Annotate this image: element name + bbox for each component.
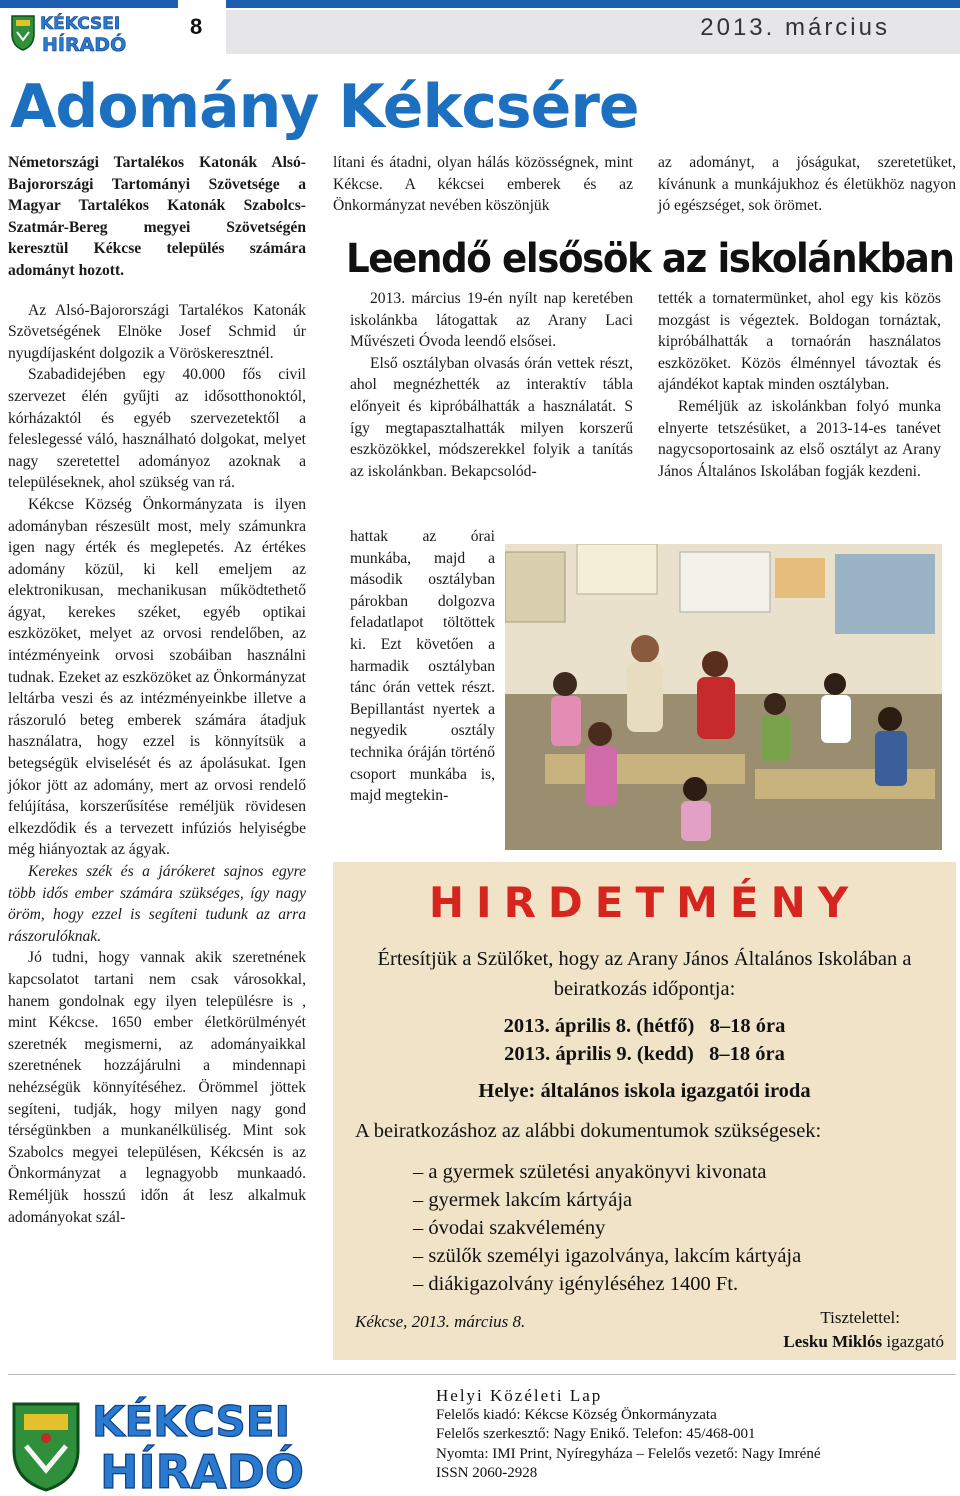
imprint-line: ISSN 2060-2928	[436, 1465, 538, 1481]
logo-word-2: HÍRADÓ	[42, 34, 127, 54]
notice-intro: Értesítjük a Szülőket, hogy az Arany János Általános Iskolában a beiratkozás időpontja:	[377, 948, 912, 1000]
imprint-title: Helyi Közéleti Lap	[436, 1386, 603, 1405]
list-item: – szülők személyi igazolványa, lakcím kártyája	[413, 1245, 802, 1267]
article-school-headline: Leendő elsősök az iskolánkban	[346, 236, 954, 282]
article-donation-column-1	[8, 152, 306, 1228]
footer-divider	[8, 1374, 956, 1375]
article-donation-continuation-col2	[333, 152, 633, 217]
article-paragraph: Jó tudni, hogy vannak akik szeretnének kapcsolatot tartani nem csak városokkal, hanem gondolnak egy ilyen településre is , mint Kékcse. 1650 ember életkörülményét szeretnék megismerni, az adományaikkal szeretnének hozzájárulni a mindennapi nehézségük könnyítéséhez. Örömmel jöttek segíteni, tudják, hogy milyen nagy gond térségünkben a munkanélküliség. Mint sok Szabolcs megyei településen, Kékcsén is az Önkormányzat a legnagyobb munkaadó. Reméljük hosszú időn át lesz alkalmuk adományokat szál-	[8, 949, 306, 1226]
article-paragraph: tették a tornatermünket, ahol egy kis közös mozgást is végeztek. Boldogan tornáztak, kipróbálhatták a tornaórán használatos eszközöket. Közös élménnyel távoztak és ajándékot kaptak minden osztályban.	[658, 290, 941, 394]
logo-word-2: HÍRADÓ	[100, 1445, 304, 1492]
list-item: – gyermek lakcím kártyája	[413, 1189, 633, 1211]
article-paragraph: Az Alsó-Bajorországi Tartalékos Katonák Szövetségének Elnöke Josef Schmid úr nyugdíjasként dolgozik a Vöröskeresztnél.	[8, 301, 306, 362]
notice-title: HIRDETMÉNY	[428, 878, 861, 927]
article-school-column-2	[350, 288, 633, 482]
article-paragraph: Szabadidejében egy 40.000 fős civil szervezet élén gyűjti az idősotthonoktól, kórházaktól és egyéb szervezetektől a feleslegessé váló, használható dolgokat, melyet nagy szeretettel adományoz azoknak a településeknek, ahol szükség van rá.	[8, 366, 306, 492]
notice-place-date: Kékcse, 2013. március 8.	[355, 1312, 526, 1331]
notice-greeting: Tisztelettel:	[820, 1308, 900, 1327]
masthead-logo-small	[8, 10, 168, 54]
article-paragraph: 2013. március 19-én nyílt nap keretében iskolánkba látogattak az Arany Laci Művészeti Óvoda leendő elsősei.	[350, 290, 633, 351]
article-paragraph: az adományt, a jóságukat, szeretetüket, kívánunk a munkájukhoz és életükhöz nagyon jó egészséget, sok örömet.	[658, 154, 956, 215]
coat-of-arms-icon	[14, 1404, 78, 1490]
notice-docs-list	[413, 1158, 801, 1298]
article-paragraph-italic: Kerekes szék és a járókeret sajnos egyre több idős ember számára szükséges, így nagy öröm, hogy ezzel is segíteni tudunk az arra rászorulóknak.	[8, 863, 306, 945]
article-paragraph: Reméljük az iskolánkban folyó munka elnyerte tetszésüket, a 2013-14-es tanévet nagycsoportosaink az első osztályt az Arany János Általános Iskolában fogják kezdeni.	[658, 397, 941, 480]
article-lead: Németországi Tartalékos Katonák Alsó- Bajorországi Tartományi Szövetsége a Magyar Tartalékos Katonák Szabolcs-Szatmár-Bereg megyei Szövetségén keresztül Kékcse település számára adományt hozott.	[8, 154, 306, 279]
article-donation-continuation-col3	[658, 152, 956, 217]
article-school-column-3	[658, 288, 941, 482]
list-item: – diákigazolvány igényléséhez 1400 Ft.	[413, 1273, 739, 1295]
logo-word-1: KÉKCSEI	[92, 1397, 291, 1446]
issue-date: 2013. március	[700, 14, 890, 41]
logo-word-1: KÉKCSEI	[40, 14, 121, 34]
notice-date-line: 2013. április 8. (hétfő) 8–18 óra	[503, 1015, 786, 1037]
imprint-line: Nyomta: IMI Print, Nyíregyháza – Felelős vezető: Nagy Imréné	[436, 1445, 821, 1462]
article-paragraph: hattak az órai munkába, majd a második osztályban párokban dolgozva feladatlapot töltöttek ki. Ezt követően a harmadik osztályban tánc órán vettek részt. Bepillantást nyertek a negyedik osztály technika óráján történő csoport munkába is, majd megtekin-	[350, 528, 495, 805]
header-right	[226, 0, 960, 60]
header-stripe-right	[226, 0, 960, 8]
page-number: 8	[190, 14, 203, 39]
list-item: – óvodai szakvélemény	[413, 1217, 606, 1239]
list-item: – a gyermek születési anyakönyvi kivonata	[413, 1161, 767, 1183]
article-paragraph: Első osztályban olvasás órán vettek részt, ahol megnézhették az interaktív tábla előnyeit és kipróbálhatták a használatát. S így megtapasztalhatták milyen korszerű eszközökkel, módszerekkel folyik a tanítás az iskolánkban. Bekapcsolód-	[350, 354, 633, 480]
masthead-logo-large	[8, 1392, 380, 1492]
coat-of-arms-icon	[12, 16, 34, 50]
enrollment-notice	[333, 862, 956, 1360]
notice-date-line: 2013. április 9. (kedd) 8–18 óra	[504, 1043, 785, 1065]
signer-title: igazgató	[882, 1332, 944, 1351]
article-paragraph: Kékcse Község Önkormányzata is ilyen adományban részesült most, mely számunkra igen nagy érték és meglepetés. Az értékes adomány közül, ki kell emeljem az elektronikusan, mechanikusan működtethető ágyat, kerekes széket, egyéb optikai eszközöket, melyet az orvosi rendelőben, az intézményeink orvosi szobáiban használni tudnak. Ezeket az eszközöket az Önkormányzat leltárba veszi és az intézményeinkbe illetve a rászoruló beteg emberek számára átadjuk használatra, hogy ezzel is könnyítsük a betegségük elviselését és az ápolásukat. Igen jókor jött az adomány, mert az orvosi rendelő felújítása, korszerűsítése reméljük rövidesen elkezdődik és a tervezett infúziós helyiségbe még hiányoztak az ágyak.	[8, 495, 306, 859]
classroom-photo	[505, 544, 942, 850]
main-headline: Adomány Kékcsére	[10, 72, 639, 142]
header-stripe	[0, 0, 178, 8]
signer-name: Lesku Miklós	[783, 1332, 883, 1351]
notice-signature	[783, 1332, 944, 1352]
imprint	[436, 1386, 820, 1484]
imprint-line: Felelős kiadó: Kékcse Község Önkormányzata	[436, 1406, 717, 1423]
notice-dates	[333, 1012, 956, 1068]
notice-docs-intro: A beiratkozáshoz az alábbi dokumentumok szükségesek:	[355, 1120, 822, 1142]
article-school-narrow-text	[350, 526, 495, 807]
imprint-line: Felelős szerkesztő: Nagy Enikő. Telefon: 45/468-001	[436, 1426, 756, 1442]
notice-place: Helye: általános iskola igazgatói iroda	[478, 1080, 811, 1102]
article-paragraph: lítani és átadni, olyan hálás közösségnek, mint Kékcse. A kékcsei emberek és az Önkormányzat nevében köszönjük	[333, 154, 633, 215]
